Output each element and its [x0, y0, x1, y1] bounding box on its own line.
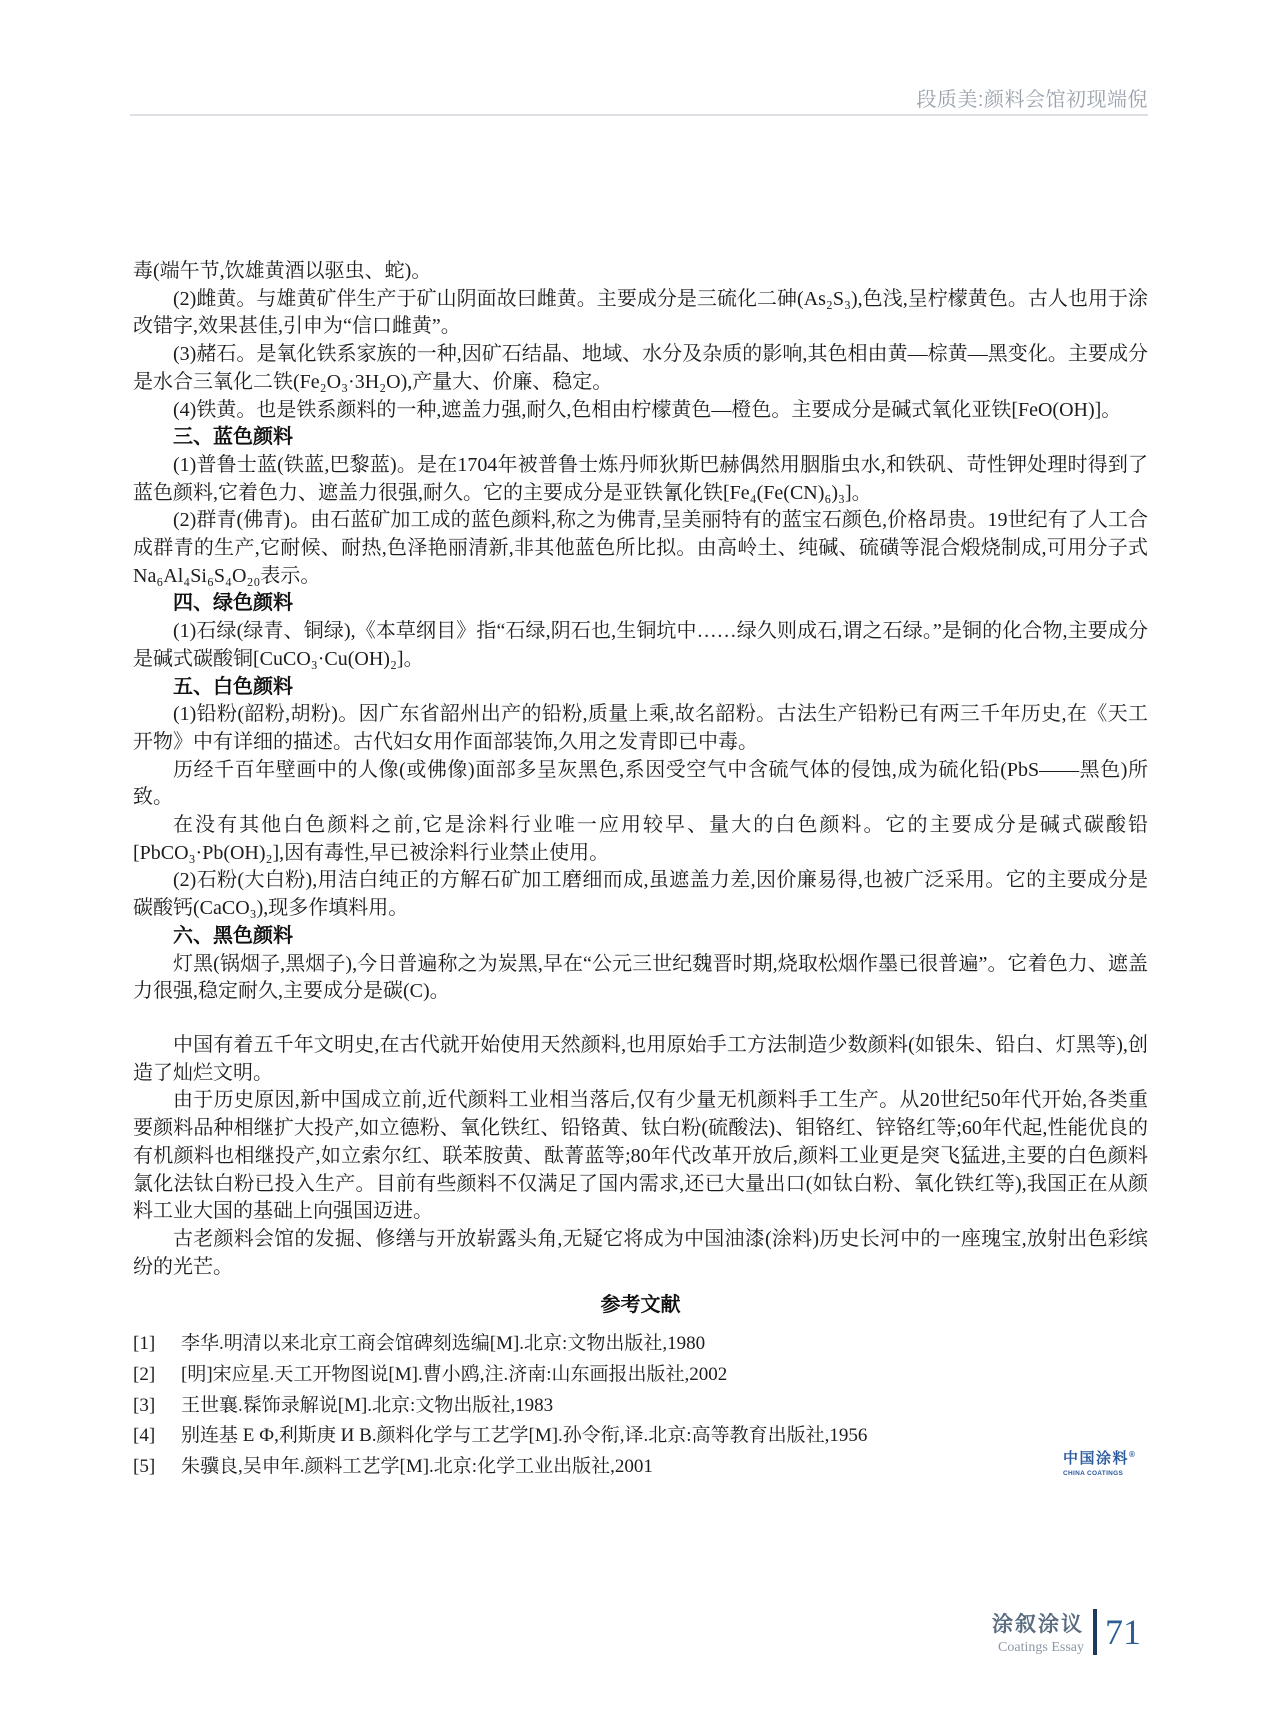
- section-heading-black-pigments: 六、黑色颜料: [173, 924, 293, 947]
- body-paragraph: (2)石粉(大白粉),用洁白纯正的方解石矿加工磨细而成,虽遮盖力差,因价廉易得,也被广泛采用。它的主要成分是碳酸钙(CaCO₃),现多作填料用。: [133, 869, 1148, 920]
- body-paragraph: 中国有着五千年文明史,在古代就开始使用天然颜料,也用原始手工方法制造少数颜料(如银朱、铅白、灯黑等),创造了灿烂文明。: [133, 1033, 1148, 1084]
- china-coatings-logo: [1063, 1447, 1133, 1477]
- registered-mark-icon: ®: [1129, 1450, 1135, 1459]
- logo-chinese-wordmark: [1063, 1447, 1133, 1468]
- section-heading-white-pigments: 五、白色颜料: [173, 675, 293, 698]
- body-paragraph: 在没有其他白色颜料之前,它是涂料行业唯一应用较早、量大的白色颜料。它的主要成分是碱式碳酸铅[PbCO₃·Pb(OH)₂],因有毒性,早已被涂料行业禁止使用。: [133, 814, 1148, 864]
- body-paragraph: (3)赭石。是氧化铁系家族的一种,因矿石结晶、地域、水分及杂质的影响,其色相由黄—棕黄—黑变化。主要成分是水合三氧化二铁(Fe₂O₃·3H₂O),产量大、价廉、稳定。: [133, 343, 1148, 393]
- body-paragraph: (4)铁黄。也是铁系颜料的一种,遮盖力强,耐久,色相由柠檬黄色—橙色。主要成分是碱式氧化亚铁[FeO(OH)]。: [173, 398, 1122, 421]
- footer-section-chinese: 涂叙涂议: [992, 1613, 1084, 1636]
- body-paragraph: 历经千百年壁画中的人像(或佛像)面部多呈灰黑色,系因受空气中含硫气体的侵蚀,成为硫化铅(PbS——黑色)所致。: [133, 758, 1148, 809]
- body-paragraph: (1)普鲁士蓝(铁蓝,巴黎蓝)。是在1704年被普鲁士炼丹师狄斯巴赫偶然用胭脂虫水,和铁矾、苛性钾处理时得到了蓝色颜料,它着色力、遮盖力很强,耐久。它的主要成分是亚铁氰化铁[Fe₄(Fe(CN)₆)₃]。: [133, 453, 1148, 504]
- reference-number: [5]: [133, 1456, 156, 1478]
- reference-number: [4]: [133, 1425, 156, 1447]
- references-title: 参考文献: [600, 1294, 681, 1316]
- reference-text: 李华.明清以来北京工商会馆碑刻选编[M].北京:文物出版社,1980: [181, 1333, 706, 1354]
- body-paragraph: 由于历史原因,新中国成立前,近代颜料工业相当落后,仅有少量无机颜料手工生产。从20世纪50年代开始,各类重要颜料品种相继扩大投产,如立德粉、氧化铁红、铅铬黄、钛白粉(硫酸法)、钼铬红、锌铬红等;60年代起,性能优良的有机颜料也相继投产,如立索尔红、联苯胺黄、酞菁蓝等;80年代改革开放后,颜料工业更是突飞猛进,主要的白色颜料氯化法钛白粉已投入生产。目前有些颜料不仅满足了国内需求,还已大量出口(如钛白粉、氧化铁红等),我国正在从颜料工业大国的基础上向强国迈进。: [133, 1089, 1148, 1223]
- reference-text: [明]宋应星.天工开物图说[M].曹小鸥,注.济南:山东画报出版社,2002: [181, 1363, 728, 1385]
- reference-item: [133, 1421, 1148, 1452]
- reference-item: [133, 1391, 1148, 1422]
- reference-item: [133, 1452, 1148, 1483]
- body-paragraph: 古老颜料会馆的发掘、修缮与开放崭露头角,无疑它将成为中国油漆(涂料)历史长河中的一座瑰宝,放射出色彩缤纷的光芒。: [133, 1227, 1148, 1278]
- footer-divider-bar: [1093, 1609, 1097, 1655]
- section-heading-green-pigments: 四、绿色颜料: [173, 592, 293, 615]
- reference-number: [3]: [133, 1394, 156, 1416]
- reference-text: 朱骥良,吴申年.颜料工艺学[M].北京:化学工业出版社,2001: [181, 1456, 653, 1478]
- footer-section-english: Coatings Essay: [998, 1640, 1084, 1655]
- reference-item: [133, 1329, 1148, 1360]
- body-paragraph: (2)雌黄。与雄黄矿伴生产于矿山阴面故曰雌黄。主要成分是三硫化二砷(As₂S₃),色浅,呈柠檬黄色。古人也用于涂改错字,效果甚佳,引申为“信口雌黄”。: [133, 287, 1148, 338]
- reference-number: [2]: [133, 1363, 156, 1385]
- body-paragraph: (1)铅粉(韶粉,胡粉)。因广东省韶州出产的铅粉,质量上乘,故名韶粉。古法生产铅粉已有两三千年历史,在《天工开物》中有详细的描述。古代妇女用作面部装饰,久用之发青即已中毒。: [133, 703, 1148, 753]
- body-paragraph: (1)石绿(绿青、铜绿),《本草纲目》指“石绿,阴石也,生铜坑中……绿久则成石,谓之石绿。”是铜的化合物,主要成分是碱式碳酸铜[CuCO₃·Cu(OH)₂]。: [133, 620, 1148, 670]
- section-heading-blue-pigments: 三、蓝色颜料: [173, 426, 293, 449]
- body-paragraph: 灯黑(锅烟子,黑烟子),今日普遍称之为炭黑,早在“公元三世纪魏晋时期,烧取松烟作墨已很普遍”。它着色力、遮盖力很强,稳定耐久,主要成分是碳(C)。: [133, 952, 1148, 1003]
- reference-item: [133, 1360, 1148, 1391]
- body-paragraph: (2)群青(佛青)。由石蓝矿加工成的蓝色颜料,称之为佛青,呈美丽特有的蓝宝石颜色,价格昂贵。19世纪有了人工合成群青的生产,它耐候、耐热,色泽艳丽清新,非其他蓝色所比拟。由高岭土、纯碱、硫磺等混合煅烧制成,可用分子式Na₆Al₄Si₆S₄O₂₀表示。: [133, 509, 1148, 587]
- running-head-title: 段质美:颜料会馆初现端倪: [916, 89, 1148, 111]
- logo-cn-text: 中国涂料: [1063, 1450, 1130, 1467]
- header-divider: [130, 114, 1148, 116]
- references-section: [133, 1288, 1148, 1483]
- page-number: 71: [1105, 1612, 1141, 1652]
- reference-text: 王世襄.髹饰录解说[M].北京:文物出版社,1983: [181, 1394, 554, 1416]
- reference-number: [1]: [133, 1333, 156, 1354]
- logo-english-wordmark: CHINA COATINGS: [1063, 1470, 1124, 1477]
- page-footer: [992, 1608, 1141, 1656]
- reference-text: 别连基 Е Ф,利斯庚 И В.颜料化学与工艺学[M].孙令衔,译.北京:高等教育出版社,1956: [181, 1425, 868, 1447]
- footer-section-label: [992, 1608, 1084, 1656]
- body-paragraph: 毒(端午节,饮雄黄酒以驱虫、蛇)。: [133, 260, 432, 282]
- article-body: [133, 258, 1148, 1281]
